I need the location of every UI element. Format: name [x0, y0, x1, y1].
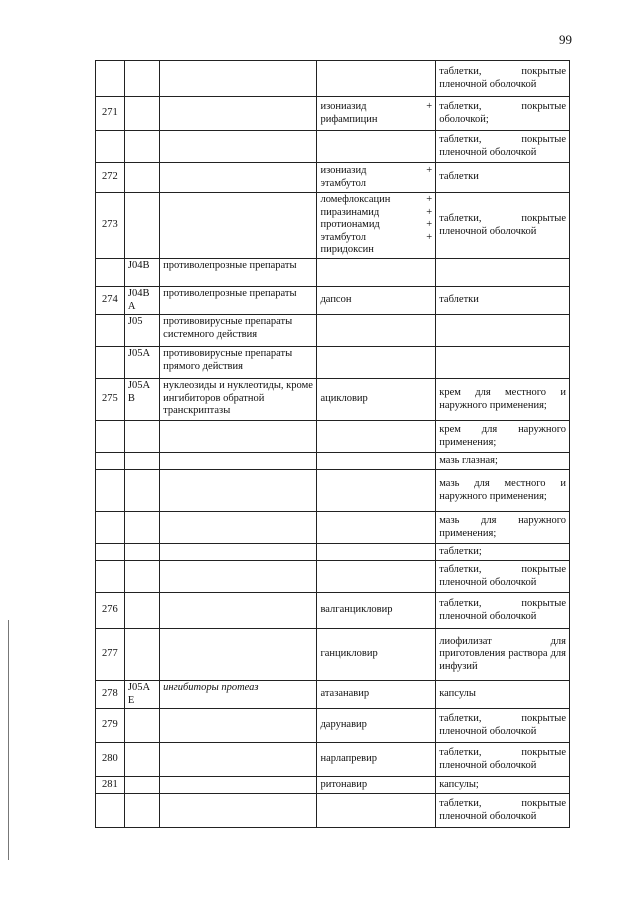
- drug-line-name: пиразинамид: [320, 206, 380, 218]
- drug-name: [317, 61, 436, 97]
- table-row: [96, 163, 570, 193]
- row-number: 278: [96, 681, 125, 709]
- drug-line-plus: +: [426, 219, 433, 231]
- group-text: противолепрозные препараты: [163, 288, 297, 299]
- drug-name: [317, 794, 436, 828]
- drug-line-name: пиридоксин: [320, 244, 374, 256]
- row-number: 271: [96, 97, 125, 131]
- table-row: [96, 347, 570, 379]
- drug-line-plus: +: [426, 206, 433, 218]
- atc-code: J05A E: [124, 681, 159, 709]
- atc-code: [124, 97, 159, 131]
- dosage-form: [436, 794, 570, 828]
- anatomical-group: [160, 315, 317, 347]
- row-number: 281: [96, 777, 125, 794]
- atc-code: [124, 709, 159, 743]
- drug-name: [317, 512, 436, 544]
- dosage-form: [436, 131, 570, 163]
- row-number: 273: [96, 193, 125, 259]
- dosage-form: [436, 163, 570, 193]
- dosage-form-text: мазь для наружного применения;: [439, 515, 566, 539]
- atc-code: [124, 193, 159, 259]
- group-text: противовирусные препараты системного действия: [163, 316, 293, 340]
- dosage-form-text: таблетки, покрытые пленочной оболочкой: [439, 134, 566, 158]
- drug-line-plus: +: [426, 165, 433, 176]
- drug-name: [317, 287, 436, 315]
- dosage-form: [436, 743, 570, 777]
- dosage-form: [436, 347, 570, 379]
- drug-line: [320, 753, 432, 766]
- table-row: [96, 421, 570, 453]
- dosage-form: [436, 453, 570, 470]
- atc-code: [124, 593, 159, 629]
- anatomical-group: [160, 681, 317, 709]
- anatomical-group: [160, 544, 317, 561]
- anatomical-group: [160, 794, 317, 828]
- row-number: [96, 347, 125, 379]
- anatomical-group: [160, 743, 317, 777]
- table-row: [96, 379, 570, 421]
- anatomical-group: [160, 777, 317, 794]
- drug-line-name: ритонавир: [320, 778, 368, 790]
- drug-line-name: изониазид: [320, 101, 367, 112]
- atc-code: [124, 512, 159, 544]
- drug-name: [317, 131, 436, 163]
- drug-line-name: атазанавир: [320, 688, 370, 700]
- drug-name: [317, 709, 436, 743]
- atc-code: [124, 163, 159, 193]
- table-body: [96, 61, 570, 828]
- row-number: [96, 61, 125, 97]
- table-row: [96, 743, 570, 777]
- dosage-form-text: таблетки, покрытые пленочной оболочкой: [439, 713, 566, 737]
- dosage-form: [436, 681, 570, 709]
- group-text: противолепрозные препараты: [163, 260, 297, 271]
- dosage-form-text: таблетки, покрытые оболочкой;: [439, 101, 566, 125]
- group-text: ингибиторы протеаз: [163, 682, 259, 693]
- drug-name: [317, 193, 436, 259]
- drug-name: [317, 629, 436, 681]
- table-row: [96, 131, 570, 163]
- drug-name: [317, 681, 436, 709]
- drug-line-plus: +: [426, 194, 433, 206]
- dosage-form-text: мазь глазная;: [439, 454, 498, 466]
- row-number: [96, 794, 125, 828]
- table-row: [96, 544, 570, 561]
- atc-code: [124, 544, 159, 561]
- dosage-form: [436, 287, 570, 315]
- anatomical-group: [160, 709, 317, 743]
- row-number: 280: [96, 743, 125, 777]
- dosage-form-text: крем для наружного применения;: [439, 424, 566, 448]
- row-number: 274: [96, 287, 125, 315]
- drug-line: [320, 393, 432, 406]
- drug-name: [317, 163, 436, 193]
- atc-code: [124, 453, 159, 470]
- drug-name: [317, 777, 436, 794]
- drug-name: [317, 743, 436, 777]
- dosage-form: [436, 777, 570, 794]
- dosage-form: [436, 709, 570, 743]
- drug-line-plus: +: [426, 231, 433, 243]
- dosage-form-text: капсулы: [439, 688, 476, 700]
- table-row: [96, 777, 570, 794]
- drug-name: [317, 421, 436, 453]
- table-row: [96, 709, 570, 743]
- atc-code: [124, 421, 159, 453]
- drug-line: [320, 101, 432, 114]
- dosage-form-text: капсулы;: [439, 778, 479, 790]
- dosage-form: [436, 61, 570, 97]
- dosage-form-text: таблетки, покрытые пленочной оболочкой: [439, 598, 566, 622]
- drug-line-name: ганцикловир: [320, 648, 378, 660]
- drug-line-name: этамбутол: [320, 177, 366, 189]
- row-number: 279: [96, 709, 125, 743]
- anatomical-group: [160, 379, 317, 421]
- table-row: [96, 259, 570, 287]
- table-row: [96, 561, 570, 593]
- dosage-form-text: таблетки: [439, 171, 479, 183]
- anatomical-group: [160, 97, 317, 131]
- atc-code: [124, 629, 159, 681]
- drug-line: [320, 294, 432, 307]
- anatomical-group: [160, 347, 317, 379]
- table-row: [96, 629, 570, 681]
- drug-line: [320, 232, 432, 245]
- drug-name: [317, 470, 436, 512]
- atc-code: J04B: [124, 259, 159, 287]
- anatomical-group: [160, 131, 317, 163]
- dosage-form-text: лиофилизат для приготовления раствора для инфузий: [439, 635, 566, 672]
- drug-line: [320, 244, 432, 257]
- drug-line-plus: +: [426, 101, 433, 112]
- drug-line: [320, 719, 432, 732]
- table-row: [96, 97, 570, 131]
- dosage-form-text: мазь для местного и наружного применения;: [439, 478, 566, 502]
- dosage-form-text: таблетки, покрытые пленочной оболочкой: [439, 213, 566, 237]
- row-number: [96, 259, 125, 287]
- row-number: [96, 131, 125, 163]
- drug-line: [320, 207, 432, 220]
- anatomical-group: [160, 512, 317, 544]
- dosage-form: [436, 512, 570, 544]
- table-row: [96, 61, 570, 97]
- page-number: 99: [559, 32, 572, 47]
- drug-line-name: протионамид: [320, 219, 380, 231]
- atc-code: [124, 131, 159, 163]
- dosage-form-text: таблетки: [439, 294, 479, 306]
- drug-line-name: дарунавир: [320, 719, 367, 731]
- anatomical-group: [160, 453, 317, 470]
- drug-name: [317, 593, 436, 629]
- atc-code: [124, 470, 159, 512]
- drug-line: [320, 648, 432, 661]
- dosage-form: [436, 544, 570, 561]
- anatomical-group: [160, 163, 317, 193]
- scan-edge-mark: [8, 620, 9, 860]
- row-number: [96, 421, 125, 453]
- atc-code: [124, 561, 159, 593]
- drug-name: [317, 97, 436, 131]
- atc-code: J05A B: [124, 379, 159, 421]
- drug-name: [317, 379, 436, 421]
- row-number: [96, 315, 125, 347]
- row-number: [96, 512, 125, 544]
- dosage-form-text: таблетки;: [439, 545, 482, 557]
- dosage-form: [436, 379, 570, 421]
- drug-name: [317, 347, 436, 379]
- dosage-form-text: таблетки, покрытые пленочной оболочкой: [439, 798, 566, 822]
- atc-code: J05: [124, 315, 159, 347]
- row-number: [96, 453, 125, 470]
- row-number: 277: [96, 629, 125, 681]
- dosage-form-text: крем для местного и наружного применения;: [439, 387, 566, 411]
- drug-line: [320, 178, 432, 191]
- drug-line-name: изониазид: [320, 165, 367, 176]
- dosage-form: [436, 193, 570, 259]
- row-number: [96, 470, 125, 512]
- atc-code: J04B A: [124, 287, 159, 315]
- table-row: [96, 453, 570, 470]
- table-row: [96, 193, 570, 259]
- atc-code: [124, 61, 159, 97]
- drug-line: [320, 219, 432, 232]
- group-text: противовирусные препараты прямого действия: [163, 348, 293, 372]
- atc-code: [124, 794, 159, 828]
- table-row: [96, 681, 570, 709]
- drug-line-name: нарлапревир: [320, 753, 377, 765]
- dosage-form: [436, 421, 570, 453]
- drug-line-name: ацикловир: [320, 393, 368, 405]
- dosage-form: [436, 593, 570, 629]
- dosage-form: [436, 561, 570, 593]
- dosage-form-text: таблетки, покрытые пленочной оболочкой: [439, 564, 566, 588]
- anatomical-group: [160, 259, 317, 287]
- drug-name: [317, 561, 436, 593]
- drug-name: [317, 315, 436, 347]
- anatomical-group: [160, 470, 317, 512]
- dosage-form: [436, 470, 570, 512]
- drug-name: [317, 453, 436, 470]
- dosage-form-text: таблетки, покрытые пленочной оболочкой: [439, 747, 566, 771]
- drug-line: [320, 604, 432, 617]
- row-number: [96, 561, 125, 593]
- drug-line: [320, 688, 432, 701]
- anatomical-group: [160, 61, 317, 97]
- row-number: 275: [96, 379, 125, 421]
- medicines-table: [95, 60, 570, 828]
- anatomical-group: [160, 629, 317, 681]
- drug-line: [320, 114, 432, 127]
- dosage-form: [436, 629, 570, 681]
- drug-line: [320, 194, 432, 207]
- anatomical-group: [160, 421, 317, 453]
- drug-line-name: этамбутол: [320, 231, 366, 243]
- drug-name: [317, 544, 436, 561]
- dosage-form: [436, 97, 570, 131]
- atc-code: J05A: [124, 347, 159, 379]
- anatomical-group: [160, 193, 317, 259]
- drug-name: [317, 259, 436, 287]
- dosage-form-text: таблетки, покрытые пленочной оболочкой: [439, 66, 566, 90]
- drug-line: [320, 165, 432, 178]
- row-number: 276: [96, 593, 125, 629]
- drug-line-name: валганцикловир: [320, 604, 393, 616]
- row-number: [96, 544, 125, 561]
- table-row: [96, 470, 570, 512]
- dosage-form: [436, 315, 570, 347]
- table-row: [96, 315, 570, 347]
- anatomical-group: [160, 561, 317, 593]
- drug-line-name: ломефлоксацин: [320, 194, 391, 206]
- drug-line: [320, 779, 432, 792]
- table-row: [96, 512, 570, 544]
- table-row: [96, 794, 570, 828]
- anatomical-group: [160, 593, 317, 629]
- drug-line-name: рифампицин: [320, 113, 378, 125]
- table-row: [96, 593, 570, 629]
- row-number: 272: [96, 163, 125, 193]
- group-text: нуклеозиды и нуклеотиды, кроме ингибиторов обратной транскриптазы: [163, 380, 313, 416]
- anatomical-group: [160, 287, 317, 315]
- table-row: [96, 287, 570, 315]
- atc-code: [124, 777, 159, 794]
- dosage-form: [436, 259, 570, 287]
- drug-line-name: дапсон: [320, 294, 352, 306]
- atc-code: [124, 743, 159, 777]
